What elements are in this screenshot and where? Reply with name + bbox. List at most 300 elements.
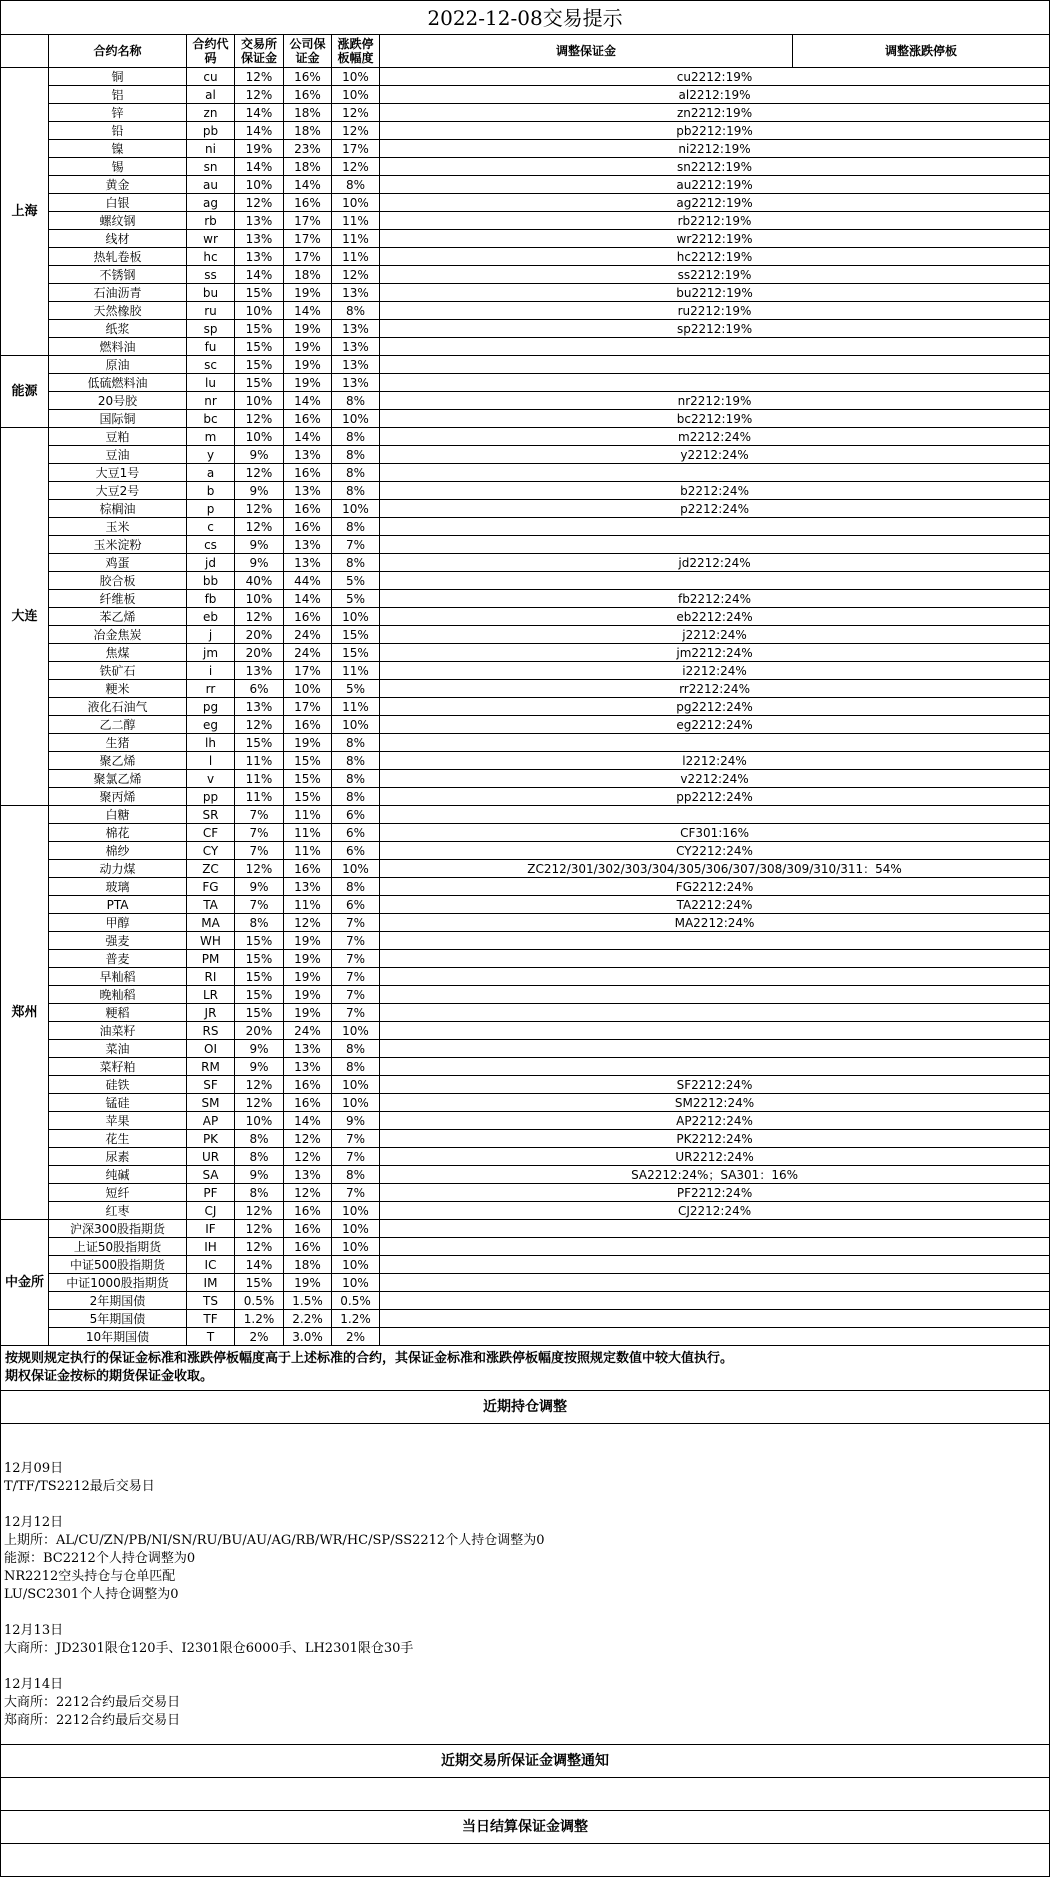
price-limit-cell: 10% <box>332 194 380 212</box>
header-row <box>1 35 1050 68</box>
contract-name-cell: 原油 <box>49 356 187 374</box>
exchange-margin-cell: 9% <box>235 1040 284 1058</box>
header-exchange <box>1 35 49 68</box>
company-margin-cell: 18% <box>284 1256 332 1274</box>
position-line: 大商所：2212合约最后交易日 <box>4 1695 181 1710</box>
contract-code-cell: MA <box>187 914 235 932</box>
contract-row <box>1 1130 1050 1148</box>
contract-name-cell: 尿素 <box>49 1148 187 1166</box>
margin-table-footer <box>1 1346 1050 1877</box>
contract-code-cell: jd <box>187 554 235 572</box>
price-limit-cell: 10% <box>332 410 380 428</box>
contract-code-cell: UR <box>187 1148 235 1166</box>
contract-name-cell: 纸浆 <box>49 320 187 338</box>
price-limit-cell: 8% <box>332 554 380 572</box>
contract-name-cell: 粳米 <box>49 680 187 698</box>
company-margin-cell: 10% <box>284 680 332 698</box>
company-margin-cell: 14% <box>284 590 332 608</box>
contract-row <box>1 1076 1050 1094</box>
company-margin-cell: 19% <box>284 284 332 302</box>
price-limit-cell: 5% <box>332 680 380 698</box>
adjusted-margin-cell <box>380 1328 1050 1346</box>
contract-name-cell: 铜 <box>49 68 187 86</box>
exchange-margin-cell: 9% <box>235 446 284 464</box>
adjusted-margin-cell <box>380 1004 1050 1022</box>
contract-code-cell: y <box>187 446 235 464</box>
price-limit-cell: 10% <box>332 1256 380 1274</box>
contract-row <box>1 428 1050 446</box>
contract-name-cell: 菜油 <box>49 1040 187 1058</box>
exchange-margin-cell: 13% <box>235 230 284 248</box>
contract-name-cell: 中证500股指期货 <box>49 1256 187 1274</box>
contract-row <box>1 536 1050 554</box>
contract-name-cell: 冶金焦炭 <box>49 626 187 644</box>
company-margin-cell: 17% <box>284 662 332 680</box>
contract-row <box>1 932 1050 950</box>
contract-row <box>1 968 1050 986</box>
contract-code-cell: AP <box>187 1112 235 1130</box>
company-margin-cell: 2.2% <box>284 1310 332 1328</box>
adjusted-margin-cell: nr2212:19% <box>380 392 1050 410</box>
adjusted-margin-cell <box>380 518 1050 536</box>
contract-name-cell: 纤维板 <box>49 590 187 608</box>
exchange-margin-cell: 15% <box>235 356 284 374</box>
contract-row <box>1 518 1050 536</box>
exchange-margin-cell: 40% <box>235 572 284 590</box>
exchange-margin-cell: 7% <box>235 896 284 914</box>
company-margin-cell: 16% <box>284 68 332 86</box>
exchange-margin-cell: 9% <box>235 878 284 896</box>
adjusted-margin-cell <box>380 1256 1050 1274</box>
position-adjust-content <box>1 1424 1050 1745</box>
adjusted-margin-cell: v2212:24% <box>380 770 1050 788</box>
exchange-margin-cell: 7% <box>235 824 284 842</box>
company-margin-cell: 16% <box>284 518 332 536</box>
contract-name-cell: 棕榈油 <box>49 500 187 518</box>
contract-name-cell: 大豆1号 <box>49 464 187 482</box>
exchange-margin-cell: 12% <box>235 68 284 86</box>
company-margin-cell: 15% <box>284 788 332 806</box>
contract-code-cell: CY <box>187 842 235 860</box>
adjusted-margin-cell: zn2212:19% <box>380 104 1050 122</box>
price-limit-cell: 1.2% <box>332 1310 380 1328</box>
contract-row <box>1 896 1050 914</box>
contract-name-cell: 花生 <box>49 1130 187 1148</box>
contract-code-cell: lh <box>187 734 235 752</box>
price-limit-cell: 8% <box>332 788 380 806</box>
contract-name-cell: 短纤 <box>49 1184 187 1202</box>
price-limit-cell: 7% <box>332 1184 380 1202</box>
exchange-margin-notice-content <box>1 1778 1050 1811</box>
adjusted-margin-cell <box>380 356 1050 374</box>
price-limit-cell: 8% <box>332 428 380 446</box>
contract-code-cell: CF <box>187 824 235 842</box>
contract-row <box>1 194 1050 212</box>
position-line: 12月09日 <box>4 1461 64 1476</box>
exchange-margin-cell: 8% <box>235 1148 284 1166</box>
price-limit-cell: 6% <box>332 824 380 842</box>
adjusted-margin-cell: ag2212:19% <box>380 194 1050 212</box>
price-limit-cell: 12% <box>332 122 380 140</box>
contract-row <box>1 1202 1050 1220</box>
price-limit-cell: 10% <box>332 716 380 734</box>
contract-code-cell: bc <box>187 410 235 428</box>
contract-row <box>1 284 1050 302</box>
price-limit-cell: 10% <box>332 86 380 104</box>
exchange-margin-cell: 14% <box>235 1256 284 1274</box>
adjusted-margin-cell: MA2212:24% <box>380 914 1050 932</box>
price-limit-cell: 13% <box>332 356 380 374</box>
contract-row <box>1 230 1050 248</box>
adjusted-margin-cell: wr2212:19% <box>380 230 1050 248</box>
contract-row <box>1 302 1050 320</box>
contract-code-cell: zn <box>187 104 235 122</box>
contract-name-cell: 锡 <box>49 158 187 176</box>
adjusted-margin-cell: j2212:24% <box>380 626 1050 644</box>
contract-code-cell: TA <box>187 896 235 914</box>
contract-name-cell: 5年期国债 <box>49 1310 187 1328</box>
adjusted-margin-cell: eb2212:24% <box>380 608 1050 626</box>
contract-code-cell: OI <box>187 1040 235 1058</box>
company-margin-cell: 16% <box>284 1220 332 1238</box>
contract-name-cell: 石油沥青 <box>49 284 187 302</box>
contract-name-cell: 20号胶 <box>49 392 187 410</box>
company-margin-cell: 14% <box>284 176 332 194</box>
company-margin-cell: 16% <box>284 716 332 734</box>
contract-row <box>1 1310 1050 1328</box>
exchange-margin-cell: 14% <box>235 122 284 140</box>
company-margin-cell: 24% <box>284 644 332 662</box>
price-limit-cell: 8% <box>332 482 380 500</box>
company-margin-cell: 13% <box>284 482 332 500</box>
company-margin-cell: 12% <box>284 914 332 932</box>
contract-name-cell: 国际铜 <box>49 410 187 428</box>
contract-code-cell: wr <box>187 230 235 248</box>
contract-row <box>1 446 1050 464</box>
company-margin-cell: 16% <box>284 194 332 212</box>
adjusted-margin-cell: fb2212:24% <box>380 590 1050 608</box>
contract-code-cell: fu <box>187 338 235 356</box>
adjusted-margin-cell: SF2212:24% <box>380 1076 1050 1094</box>
exchange-label: 中金所 <box>1 1220 49 1346</box>
exchange-margin-cell: 9% <box>235 536 284 554</box>
company-margin-cell: 15% <box>284 752 332 770</box>
position-line: 郑商所：2212合约最后交易日 <box>4 1713 181 1728</box>
contract-name-cell: 液化石油气 <box>49 698 187 716</box>
exchange-margin-cell: 12% <box>235 1076 284 1094</box>
contract-name-cell: 白银 <box>49 194 187 212</box>
price-limit-cell: 6% <box>332 842 380 860</box>
exchange-margin-cell: 15% <box>235 932 284 950</box>
header-exchange-margin: 交易所保证金 <box>235 35 284 68</box>
contract-name-cell: 红枣 <box>49 1202 187 1220</box>
contract-code-cell: WH <box>187 932 235 950</box>
price-limit-cell: 8% <box>332 770 380 788</box>
contract-name-cell: 豆油 <box>49 446 187 464</box>
contract-code-cell: sp <box>187 320 235 338</box>
contract-code-cell: ag <box>187 194 235 212</box>
adjusted-margin-cell <box>380 338 1050 356</box>
title-row <box>1 1 1050 35</box>
price-limit-cell: 12% <box>332 158 380 176</box>
exchange-label: 能源 <box>1 356 49 428</box>
exchange-margin-cell: 15% <box>235 1004 284 1022</box>
contract-code-cell: RI <box>187 968 235 986</box>
adjusted-margin-cell <box>380 1238 1050 1256</box>
company-margin-cell: 17% <box>284 230 332 248</box>
contract-code-cell: c <box>187 518 235 536</box>
adjusted-margin-cell <box>380 1040 1050 1058</box>
price-limit-cell: 0.5% <box>332 1292 380 1310</box>
price-limit-cell: 7% <box>332 1148 380 1166</box>
contract-name-cell: 镍 <box>49 140 187 158</box>
position-line <box>4 1658 1046 1676</box>
note-row <box>1 1346 1050 1391</box>
contract-row <box>1 500 1050 518</box>
contract-row <box>1 338 1050 356</box>
contract-row <box>1 914 1050 932</box>
header-price-limit: 涨跌停板幅度 <box>332 35 380 68</box>
price-limit-cell: 10% <box>332 860 380 878</box>
exchange-label: 大连 <box>1 428 49 806</box>
settle-margin-title: 当日结算保证金调整 <box>1 1811 1050 1844</box>
contract-code-cell: SM <box>187 1094 235 1112</box>
price-limit-cell: 10% <box>332 1022 380 1040</box>
adjusted-margin-cell: FG2212:24% <box>380 878 1050 896</box>
contract-code-cell: lu <box>187 374 235 392</box>
contract-name-cell: 动力煤 <box>49 860 187 878</box>
price-limit-cell: 13% <box>332 284 380 302</box>
adjusted-margin-cell: sn2212:19% <box>380 158 1050 176</box>
contract-row <box>1 410 1050 428</box>
adjusted-margin-cell <box>380 374 1050 392</box>
company-margin-cell: 16% <box>284 410 332 428</box>
contract-row <box>1 950 1050 968</box>
contract-row <box>1 554 1050 572</box>
contract-code-cell: l <box>187 752 235 770</box>
contract-name-cell: 锰硅 <box>49 1094 187 1112</box>
adjusted-margin-cell: SA2212:24%；SA301：16% <box>380 1166 1050 1184</box>
page-title: 2022-12-08交易提示 <box>1 1 1050 35</box>
exchange-margin-cell: 12% <box>235 1202 284 1220</box>
adjusted-margin-cell: b2212:24% <box>380 482 1050 500</box>
contract-name-cell: 苹果 <box>49 1112 187 1130</box>
exchange-margin-cell: 12% <box>235 608 284 626</box>
company-margin-cell: 14% <box>284 1112 332 1130</box>
contract-row <box>1 248 1050 266</box>
contract-name-cell: 低硫燃料油 <box>49 374 187 392</box>
company-margin-cell: 15% <box>284 770 332 788</box>
contract-code-cell: TS <box>187 1292 235 1310</box>
contract-code-cell: m <box>187 428 235 446</box>
contract-name-cell: 2年期国债 <box>49 1292 187 1310</box>
contract-name-cell: 普麦 <box>49 950 187 968</box>
contract-code-cell: i <box>187 662 235 680</box>
adjusted-margin-cell: jd2212:24% <box>380 554 1050 572</box>
contract-code-cell: ru <box>187 302 235 320</box>
contract-row <box>1 1166 1050 1184</box>
company-margin-cell: 3.0% <box>284 1328 332 1346</box>
adjusted-margin-cell <box>380 1220 1050 1238</box>
contract-name-cell: 强麦 <box>49 932 187 950</box>
contract-name-cell: 聚乙烯 <box>49 752 187 770</box>
position-content-row <box>1 1424 1050 1745</box>
exchange-margin-cell: 13% <box>235 662 284 680</box>
contract-name-cell: 热轧卷板 <box>49 248 187 266</box>
exchange-margin-cell: 15% <box>235 986 284 1004</box>
exchange-margin-cell: 2% <box>235 1328 284 1346</box>
company-margin-cell: 12% <box>284 1184 332 1202</box>
contract-code-cell: fb <box>187 590 235 608</box>
company-margin-cell: 11% <box>284 806 332 824</box>
contract-code-cell: SR <box>187 806 235 824</box>
exchange-margin-cell: 20% <box>235 626 284 644</box>
header-adjusted-margin: 调整保证金 <box>380 35 793 68</box>
contract-name-cell: 聚氯乙烯 <box>49 770 187 788</box>
price-limit-cell: 11% <box>332 662 380 680</box>
price-limit-cell: 6% <box>332 806 380 824</box>
adjusted-margin-cell <box>380 1310 1050 1328</box>
contract-code-cell: pg <box>187 698 235 716</box>
contract-row <box>1 140 1050 158</box>
company-margin-cell: 13% <box>284 536 332 554</box>
contract-name-cell: 玉米 <box>49 518 187 536</box>
contract-row <box>1 1094 1050 1112</box>
company-margin-cell: 1.5% <box>284 1292 332 1310</box>
exchange-margin-cell: 12% <box>235 464 284 482</box>
position-line: 12月12日 <box>4 1515 64 1530</box>
contract-row <box>1 608 1050 626</box>
contract-row <box>1 482 1050 500</box>
position-line <box>4 1604 1046 1622</box>
position-line: 上期所：AL/CU/ZN/PB/NI/SN/RU/BU/AU/AG/RB/WR/HC/SP/SS2212个人持仓调整为0 <box>4 1533 545 1548</box>
company-margin-cell: 16% <box>284 464 332 482</box>
contract-row <box>1 734 1050 752</box>
exchange-margin-cell: 15% <box>235 950 284 968</box>
contract-code-cell: IM <box>187 1274 235 1292</box>
company-margin-cell: 14% <box>284 428 332 446</box>
contract-name-cell: 纯碱 <box>49 1166 187 1184</box>
exchange-margin-cell: 15% <box>235 374 284 392</box>
price-limit-cell: 2% <box>332 1328 380 1346</box>
company-margin-cell: 16% <box>284 1202 332 1220</box>
exchange-margin-cell: 15% <box>235 968 284 986</box>
exchange-margin-cell: 12% <box>235 1238 284 1256</box>
contract-code-cell: ss <box>187 266 235 284</box>
contract-code-cell: v <box>187 770 235 788</box>
contract-code-cell: sc <box>187 356 235 374</box>
price-limit-cell: 10% <box>332 1202 380 1220</box>
contract-row <box>1 374 1050 392</box>
contract-code-cell: LR <box>187 986 235 1004</box>
exchange-margin-cell: 12% <box>235 1220 284 1238</box>
exchange-margin-cell: 10% <box>235 428 284 446</box>
price-limit-cell: 17% <box>332 140 380 158</box>
price-limit-cell: 12% <box>332 266 380 284</box>
price-limit-cell: 5% <box>332 590 380 608</box>
price-limit-cell: 10% <box>332 1220 380 1238</box>
adjusted-margin-cell <box>380 734 1050 752</box>
company-margin-cell: 19% <box>284 932 332 950</box>
adjusted-margin-cell: SM2212:24% <box>380 1094 1050 1112</box>
exchange-margin-cell: 9% <box>235 482 284 500</box>
contract-row <box>1 356 1050 374</box>
exchange-margin-cell: 7% <box>235 842 284 860</box>
contract-code-cell: nr <box>187 392 235 410</box>
contract-name-cell: 铁矿石 <box>49 662 187 680</box>
contract-row <box>1 266 1050 284</box>
contract-row <box>1 662 1050 680</box>
contract-code-cell: ZC <box>187 860 235 878</box>
price-limit-cell: 8% <box>332 446 380 464</box>
contract-code-cell: b <box>187 482 235 500</box>
company-margin-cell: 19% <box>284 1004 332 1022</box>
contract-code-cell: j <box>187 626 235 644</box>
price-limit-cell: 10% <box>332 608 380 626</box>
contract-code-cell: jm <box>187 644 235 662</box>
contract-code-cell: RM <box>187 1058 235 1076</box>
price-limit-cell: 8% <box>332 1040 380 1058</box>
company-margin-cell: 18% <box>284 158 332 176</box>
price-limit-cell: 15% <box>332 626 380 644</box>
contract-name-cell: 黄金 <box>49 176 187 194</box>
adjusted-margin-cell: CY2212:24% <box>380 842 1050 860</box>
price-limit-cell: 8% <box>332 176 380 194</box>
company-margin-cell: 12% <box>284 1130 332 1148</box>
company-margin-cell: 13% <box>284 554 332 572</box>
contract-row <box>1 1328 1050 1346</box>
exchange-margin-cell: 8% <box>235 1130 284 1148</box>
contract-code-cell: p <box>187 500 235 518</box>
adjusted-margin-cell <box>380 572 1050 590</box>
contract-row <box>1 878 1050 896</box>
contract-row <box>1 1220 1050 1238</box>
contract-name-cell: 10年期国债 <box>49 1328 187 1346</box>
contract-code-cell: cs <box>187 536 235 554</box>
contract-row <box>1 1040 1050 1058</box>
contract-code-cell: FG <box>187 878 235 896</box>
contract-row <box>1 464 1050 482</box>
company-margin-cell: 16% <box>284 860 332 878</box>
adjusted-margin-cell <box>380 986 1050 1004</box>
position-line: T/TF/TS2212最后交易日 <box>4 1479 155 1494</box>
exchange-margin-cell: 12% <box>235 410 284 428</box>
contract-name-cell: 胶合板 <box>49 572 187 590</box>
exchange-margin-cell: 1.2% <box>235 1310 284 1328</box>
adjusted-margin-cell: rb2212:19% <box>380 212 1050 230</box>
contract-code-cell: PF <box>187 1184 235 1202</box>
contract-name-cell: 棉纱 <box>49 842 187 860</box>
exchange-margin-cell: 15% <box>235 734 284 752</box>
contract-row <box>1 842 1050 860</box>
company-margin-cell: 11% <box>284 896 332 914</box>
contract-row <box>1 644 1050 662</box>
adjusted-margin-cell <box>380 1274 1050 1292</box>
adjusted-margin-cell <box>380 806 1050 824</box>
contract-name-cell: PTA <box>49 896 187 914</box>
header-company-margin: 公司保证金 <box>284 35 332 68</box>
contract-code-cell: PK <box>187 1130 235 1148</box>
price-limit-cell: 11% <box>332 212 380 230</box>
contract-code-cell: sn <box>187 158 235 176</box>
contract-name-cell: 天然橡胶 <box>49 302 187 320</box>
company-margin-cell: 23% <box>284 140 332 158</box>
adjusted-margin-cell <box>380 950 1050 968</box>
exchange-margin-cell: 10% <box>235 176 284 194</box>
contract-row <box>1 86 1050 104</box>
rules-note-line: 按规则规定执行的保证金标准和涨跌停板幅度高于上述标准的合约，其保证金标准和涨跌停板幅度按照规定数值中较大值执行。 <box>5 1351 734 1366</box>
adjusted-margin-cell: rr2212:24% <box>380 680 1050 698</box>
